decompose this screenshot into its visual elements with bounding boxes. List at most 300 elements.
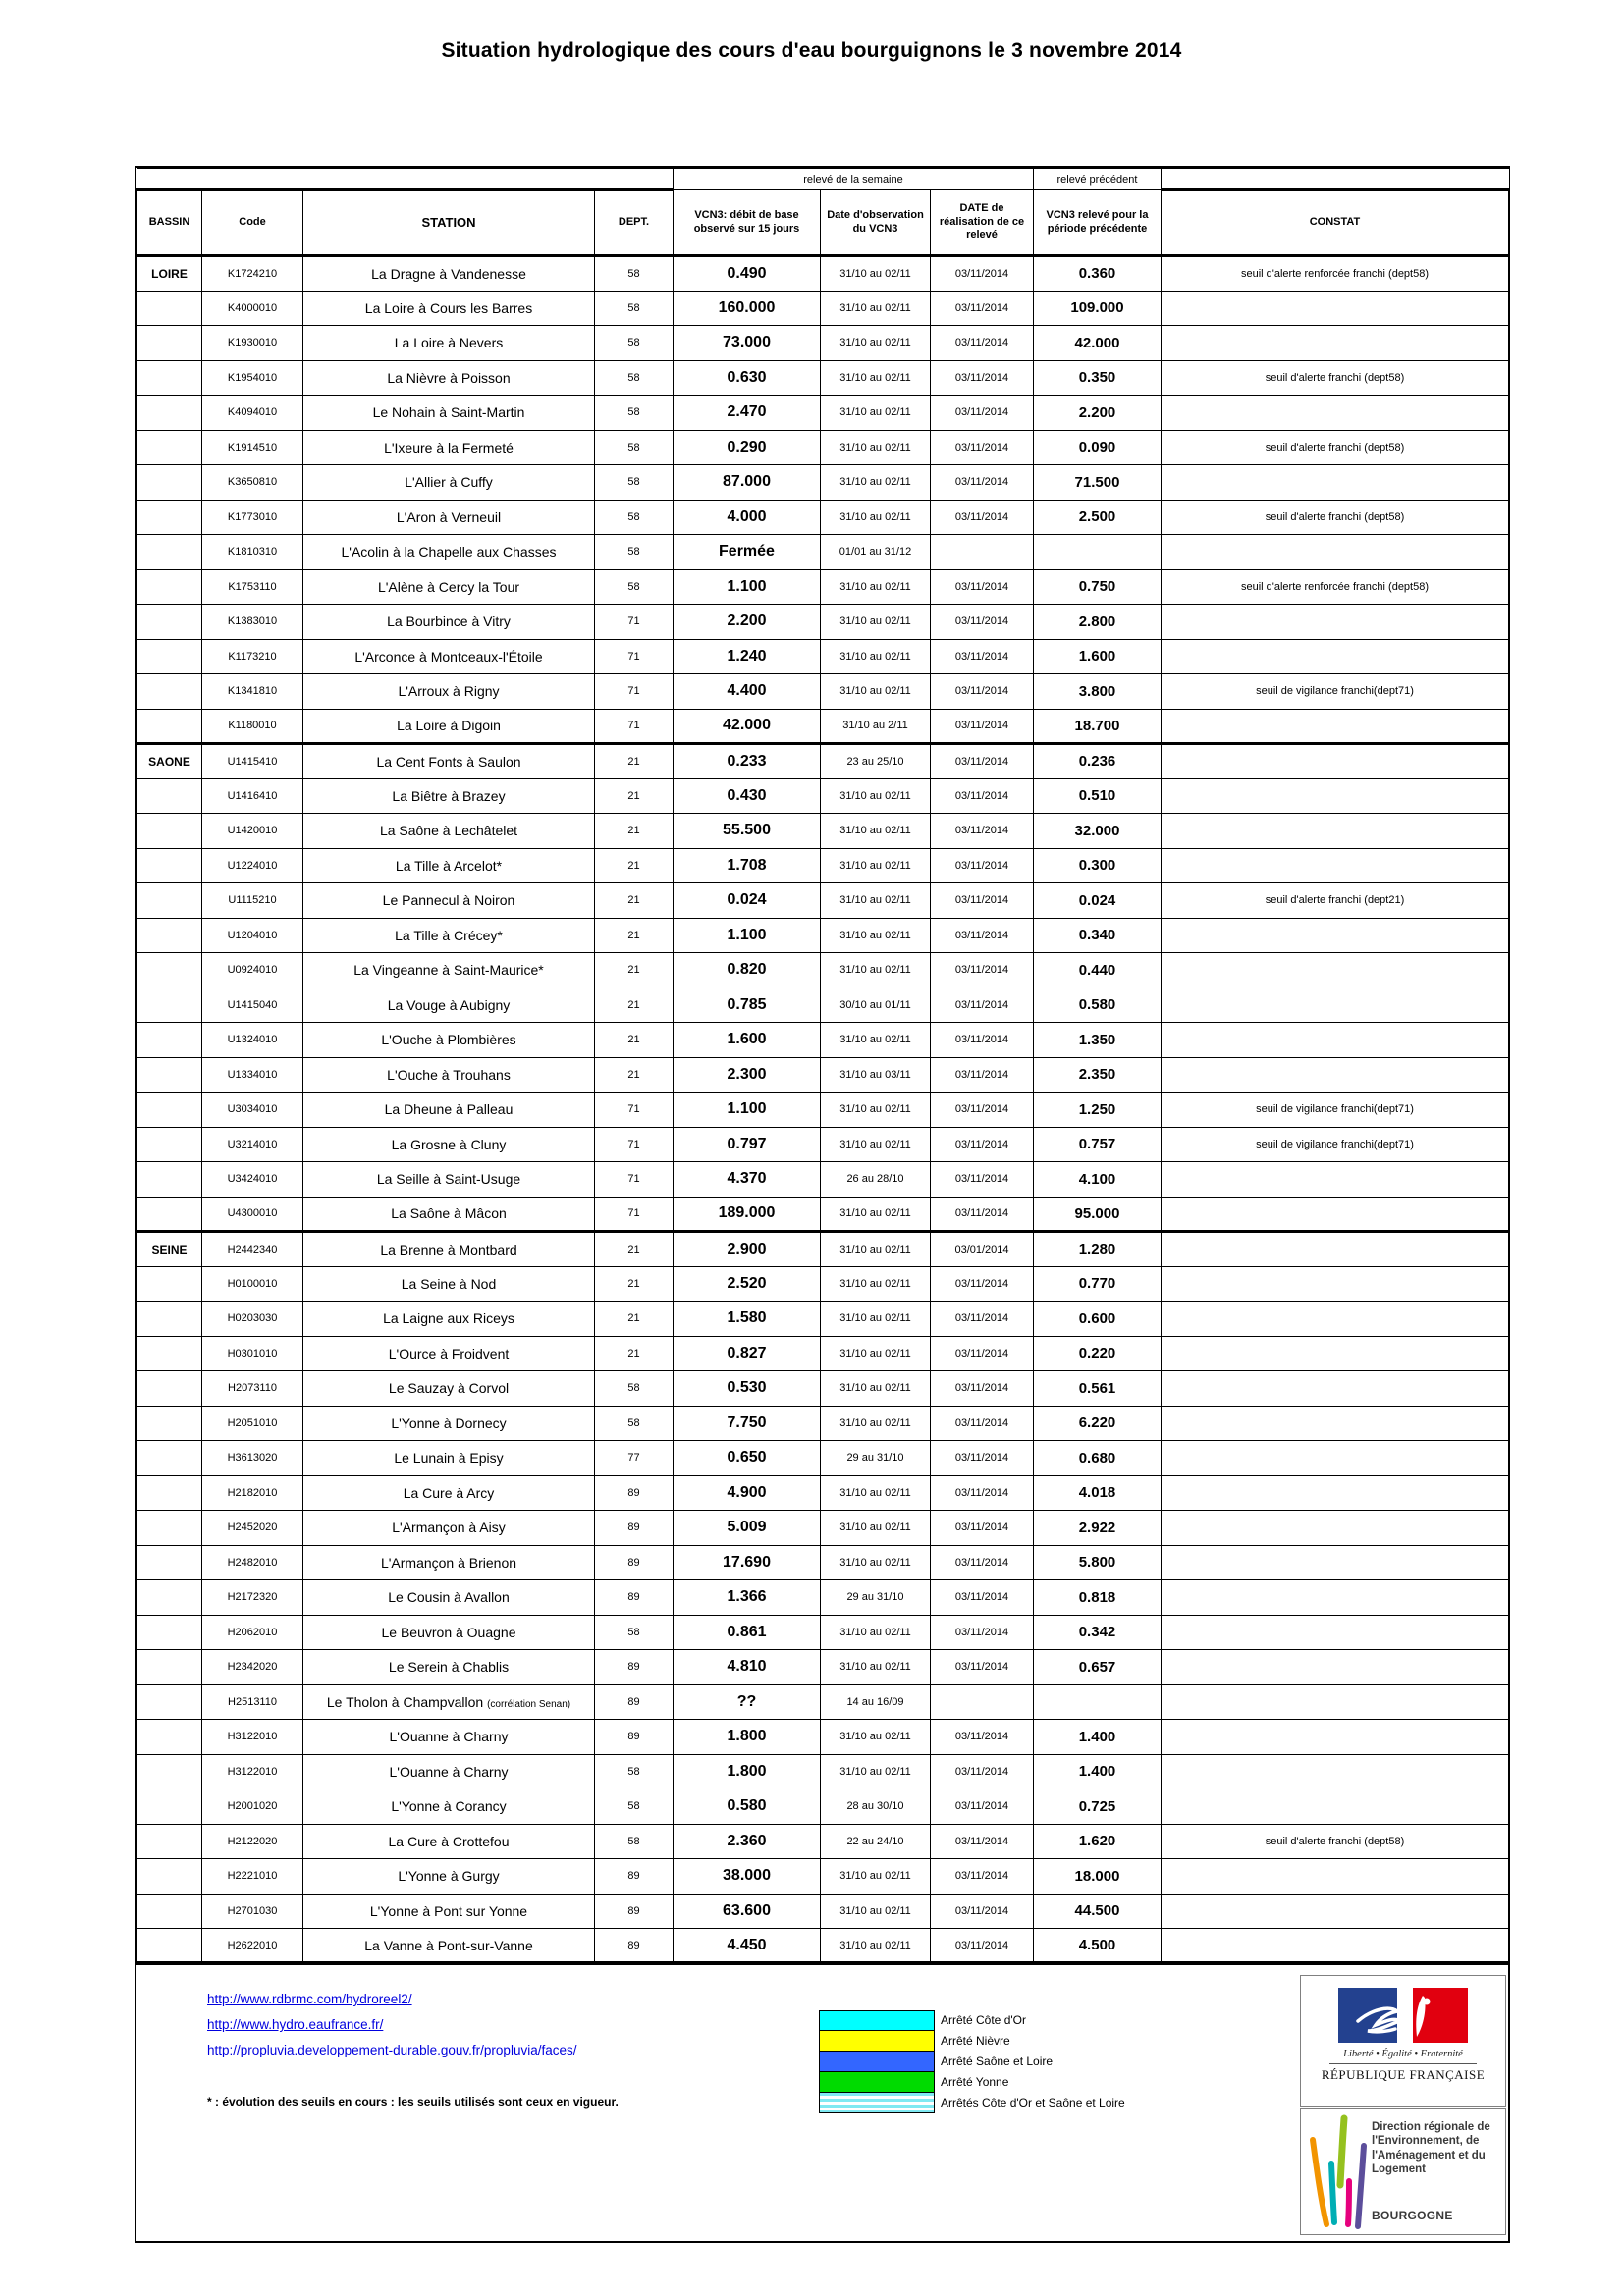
logos <box>1300 1975 1506 2235</box>
cell-releve-date: 03/11/2014 <box>931 709 1034 744</box>
cell-constat <box>1162 1545 1509 1580</box>
cell-vcn3-precedent: 0.600 <box>1034 1302 1162 1337</box>
cell-releve-date: 03/11/2014 <box>931 326 1034 361</box>
cell-bassin <box>137 396 202 431</box>
cell-obs-date: 31/10 au 02/11 <box>821 1615 931 1650</box>
cell-obs-date: 31/10 au 02/11 <box>821 1545 931 1580</box>
cell-code: H2701030 <box>202 1894 303 1929</box>
cell-code: U1204010 <box>202 918 303 953</box>
cell-code: K1180010 <box>202 709 303 744</box>
table-row <box>137 814 1509 849</box>
cell-obs-date: 31/10 au 02/11 <box>821 1475 931 1511</box>
cell-obs-date: 31/10 au 2/11 <box>821 709 931 744</box>
cell-vcn3: 0.650 <box>674 1441 821 1476</box>
cell-vcn3: 7.750 <box>674 1406 821 1441</box>
cell-releve-date: 03/11/2014 <box>931 1023 1034 1058</box>
cell-dept: 71 <box>595 1162 674 1198</box>
table-row <box>137 918 1509 953</box>
cell-station: La Biêtre à Brazey <box>303 778 595 814</box>
cell-releve-date: 03/11/2014 <box>931 1441 1034 1476</box>
cell-code: U4300010 <box>202 1197 303 1232</box>
legend-swatch <box>819 2072 935 2093</box>
cell-constat <box>1162 1057 1509 1093</box>
cell-vcn3-precedent <box>1034 1684 1162 1720</box>
cell-vcn3: 2.520 <box>674 1266 821 1302</box>
cell-constat <box>1162 953 1509 988</box>
cell-bassin <box>137 639 202 674</box>
cell-code: H2342020 <box>202 1650 303 1685</box>
table-row <box>137 953 1509 988</box>
cell-dept: 58 <box>595 569 674 605</box>
cell-obs-date: 31/10 au 02/11 <box>821 500 931 535</box>
cell-constat <box>1162 605 1509 640</box>
cell-dept: 71 <box>595 1093 674 1128</box>
cell-obs-date: 31/10 au 02/11 <box>821 1859 931 1895</box>
cell-dept: 21 <box>595 918 674 953</box>
cell-code: H2051010 <box>202 1406 303 1441</box>
cell-bassin <box>137 1894 202 1929</box>
cell-bassin <box>137 1406 202 1441</box>
cell-obs-date: 31/10 au 02/11 <box>821 326 931 361</box>
cell-releve-date: 03/11/2014 <box>931 778 1034 814</box>
cell-dept: 58 <box>595 430 674 465</box>
header-constat: CONSTAT <box>1162 190 1509 256</box>
table-row <box>137 1824 1509 1859</box>
cell-bassin <box>137 848 202 883</box>
cell-bassin <box>137 1127 202 1162</box>
table-row <box>137 1162 1509 1198</box>
cell-dept: 58 <box>595 256 674 292</box>
cell-releve-date: 03/11/2014 <box>931 1093 1034 1128</box>
cell-bassin <box>137 1859 202 1895</box>
cell-constat: seuil d'alerte franchi (dept21) <box>1162 883 1509 919</box>
cell-vcn3-precedent: 0.340 <box>1034 918 1162 953</box>
dreal-strokes-icon <box>1305 2112 1372 2230</box>
cell-vcn3: 38.000 <box>674 1859 821 1895</box>
cell-constat <box>1162 639 1509 674</box>
cell-vcn3-precedent: 0.680 <box>1034 1441 1162 1476</box>
legend-label: Arrêté Nièvre <box>941 2034 1010 2048</box>
cell-station: La Tille à Arcelot* <box>303 848 595 883</box>
cell-obs-date: 29 au 31/10 <box>821 1441 931 1476</box>
cell-vcn3-precedent: 0.657 <box>1034 1650 1162 1685</box>
cell-dept: 58 <box>595 1371 674 1407</box>
cell-obs-date: 26 au 28/10 <box>821 1162 931 1198</box>
cell-releve-date: 03/01/2014 <box>931 1232 1034 1267</box>
cell-vcn3: Fermée <box>674 535 821 570</box>
cell-vcn3: 4.000 <box>674 500 821 535</box>
cell-constat <box>1162 988 1509 1023</box>
header-dept: DEPT. <box>595 190 674 256</box>
page-title: Situation hydrologique des cours d'eau bourguignons le 3 novembre 2014 <box>441 39 1182 62</box>
cell-vcn3-precedent: 2.500 <box>1034 500 1162 535</box>
cell-code: H2482010 <box>202 1545 303 1580</box>
cell-obs-date: 31/10 au 02/11 <box>821 1093 931 1128</box>
cell-code: U1324010 <box>202 1023 303 1058</box>
cell-dept: 21 <box>595 1057 674 1093</box>
cell-releve-date: 03/11/2014 <box>931 1266 1034 1302</box>
table-row <box>137 1371 1509 1407</box>
cell-constat: seuil de vigilance franchi(dept71) <box>1162 1093 1509 1128</box>
cell-bassin <box>137 291 202 326</box>
cell-code: U3034010 <box>202 1093 303 1128</box>
cell-vcn3: 2.200 <box>674 605 821 640</box>
cell-bassin <box>137 569 202 605</box>
cell-dept: 89 <box>595 1650 674 1685</box>
table-row <box>137 1441 1509 1476</box>
cell-constat <box>1162 1302 1509 1337</box>
cell-obs-date: 31/10 au 02/11 <box>821 883 931 919</box>
cell-vcn3: ?? <box>674 1684 821 1720</box>
cell-bassin <box>137 326 202 361</box>
cell-station: Le Cousin à Avallon <box>303 1580 595 1616</box>
cell-vcn3: 0.797 <box>674 1127 821 1162</box>
cell-bassin <box>137 1302 202 1337</box>
cell-constat: seuil de vigilance franchi(dept71) <box>1162 674 1509 710</box>
cell-releve-date <box>931 535 1034 570</box>
legend-swatch <box>819 2093 935 2113</box>
cell-constat: seuil d'alerte franchi (dept58) <box>1162 1824 1509 1859</box>
cell-code: U3214010 <box>202 1127 303 1162</box>
cell-releve-date: 03/11/2014 <box>931 1162 1034 1198</box>
cell-constat <box>1162 1580 1509 1616</box>
rf-rule <box>1329 2063 1477 2064</box>
cell-station: La Vanne à Pont-sur-Vanne <box>303 1929 595 1964</box>
cell-station: Le Pannecul à Noiron <box>303 883 595 919</box>
cell-code: H2172320 <box>202 1580 303 1616</box>
table-row <box>137 396 1509 431</box>
station-suffix: (corrélation Senan) <box>487 1698 571 1710</box>
cell-releve-date: 03/11/2014 <box>931 1545 1034 1580</box>
cell-vcn3-precedent: 0.350 <box>1034 360 1162 396</box>
cell-vcn3-precedent: 18.700 <box>1034 709 1162 744</box>
cell-constat <box>1162 1266 1509 1302</box>
cell-constat <box>1162 1650 1509 1685</box>
cell-bassin <box>137 918 202 953</box>
table-row <box>137 1684 1509 1720</box>
cell-code: U1415410 <box>202 744 303 779</box>
cell-releve-date: 03/11/2014 <box>931 1615 1034 1650</box>
table-row <box>137 1720 1509 1755</box>
cell-vcn3-precedent: 1.400 <box>1034 1754 1162 1789</box>
cell-station: L'Ouanne à Charny <box>303 1754 595 1789</box>
cell-obs-date: 23 au 25/10 <box>821 744 931 779</box>
cell-obs-date: 31/10 au 02/11 <box>821 396 931 431</box>
cell-vcn3: 1.240 <box>674 639 821 674</box>
cell-vcn3-precedent: 0.561 <box>1034 1371 1162 1407</box>
cell-releve-date: 03/11/2014 <box>931 1371 1034 1407</box>
cell-vcn3: 4.900 <box>674 1475 821 1511</box>
cell-station: L'Ixeure à la Fermeté <box>303 430 595 465</box>
cell-vcn3: 1.366 <box>674 1580 821 1616</box>
cell-vcn3-precedent: 0.024 <box>1034 883 1162 919</box>
band-row <box>137 169 1509 190</box>
cell-bassin <box>137 1545 202 1580</box>
cell-constat <box>1162 778 1509 814</box>
cell-code: H2182010 <box>202 1475 303 1511</box>
cell-dept: 21 <box>595 883 674 919</box>
cell-bassin <box>137 814 202 849</box>
cell-dept: 89 <box>595 1511 674 1546</box>
cell-vcn3-precedent: 0.440 <box>1034 953 1162 988</box>
cell-code: K1914510 <box>202 430 303 465</box>
cell-vcn3-precedent: 4.500 <box>1034 1929 1162 1964</box>
footer-link[interactable]: http://www.hydro.eaufrance.fr/ <box>207 2017 384 2032</box>
table-row <box>137 1057 1509 1093</box>
cell-dept: 58 <box>595 535 674 570</box>
table-row <box>137 639 1509 674</box>
cell-station: L'Ource à Froidvent <box>303 1336 595 1371</box>
cell-releve-date: 03/11/2014 <box>931 1650 1034 1685</box>
cell-code: H2452020 <box>202 1511 303 1546</box>
cell-vcn3-precedent: 5.800 <box>1034 1545 1162 1580</box>
cell-bassin <box>137 1720 202 1755</box>
cell-vcn3: 0.820 <box>674 953 821 988</box>
legend <box>819 2010 1125 2113</box>
cell-constat <box>1162 291 1509 326</box>
cell-station: La Loire à Digoin <box>303 709 595 744</box>
cell-dept: 21 <box>595 988 674 1023</box>
cell-vcn3: 5.009 <box>674 1511 821 1546</box>
cell-dept: 58 <box>595 396 674 431</box>
header-vcn3-precedent: VCN3 relevé pour la période précédente <box>1034 190 1162 256</box>
cell-vcn3: 1.800 <box>674 1720 821 1755</box>
cell-code: K3650810 <box>202 465 303 501</box>
header-row <box>137 190 1509 256</box>
header-vcn3: VCN3: débit de base observé sur 15 jours <box>674 190 821 256</box>
cell-obs-date: 31/10 au 02/11 <box>821 1929 931 1964</box>
cell-code: H3613020 <box>202 1441 303 1476</box>
cell-vcn3-precedent: 0.580 <box>1034 988 1162 1023</box>
cell-code: H0301010 <box>202 1336 303 1371</box>
cell-station: L'Aron à Verneuil <box>303 500 595 535</box>
cell-obs-date: 31/10 au 02/11 <box>821 848 931 883</box>
cell-bassin <box>137 1754 202 1789</box>
cell-constat: seuil de vigilance franchi(dept71) <box>1162 1127 1509 1162</box>
cell-constat <box>1162 326 1509 361</box>
cell-constat <box>1162 535 1509 570</box>
cell-constat <box>1162 396 1509 431</box>
cell-bassin <box>137 1650 202 1685</box>
cell-bassin <box>137 1023 202 1058</box>
cell-bassin <box>137 883 202 919</box>
cell-obs-date: 01/01 au 31/12 <box>821 535 931 570</box>
cell-code: H2442340 <box>202 1232 303 1267</box>
cell-vcn3: 1.100 <box>674 918 821 953</box>
table-row <box>137 988 1509 1023</box>
hydrology-table <box>136 168 1509 1965</box>
cell-obs-date: 31/10 au 02/11 <box>821 360 931 396</box>
cell-vcn3-precedent <box>1034 535 1162 570</box>
cell-obs-date: 29 au 31/10 <box>821 1580 931 1616</box>
header-bassin: BASSIN <box>137 190 202 256</box>
cell-code: H3122010 <box>202 1720 303 1755</box>
cell-code: K1341810 <box>202 674 303 710</box>
cell-code: H0100010 <box>202 1266 303 1302</box>
table-row <box>137 1093 1509 1128</box>
cell-station: La Loire à Cours les Barres <box>303 291 595 326</box>
cell-vcn3-precedent: 0.236 <box>1034 744 1162 779</box>
cell-constat <box>1162 709 1509 744</box>
cell-dept: 21 <box>595 848 674 883</box>
cell-bassin <box>137 1162 202 1198</box>
cell-constat <box>1162 1929 1509 1964</box>
table-row <box>137 744 1509 779</box>
cell-releve-date: 03/11/2014 <box>931 848 1034 883</box>
cell-code: H2622010 <box>202 1929 303 1964</box>
cell-code: K4000010 <box>202 291 303 326</box>
cell-station: La Tille à Crécey* <box>303 918 595 953</box>
table-row <box>137 674 1509 710</box>
legend-label: Arrêté Yonne <box>941 2075 1009 2089</box>
cell-constat <box>1162 1441 1509 1476</box>
cell-station: Le Serein à Chablis <box>303 1650 595 1685</box>
header-station: STATION <box>303 190 595 256</box>
table-row <box>137 605 1509 640</box>
cell-vcn3-precedent: 4.018 <box>1034 1475 1162 1511</box>
cell-vcn3-precedent: 71.500 <box>1034 465 1162 501</box>
legend-item <box>819 2031 1125 2052</box>
cell-vcn3: 0.290 <box>674 430 821 465</box>
cell-dept: 21 <box>595 1023 674 1058</box>
cell-bassin <box>137 1336 202 1371</box>
cell-vcn3-precedent: 1.400 <box>1034 1720 1162 1755</box>
cell-obs-date: 31/10 au 02/11 <box>821 1650 931 1685</box>
cell-obs-date: 31/10 au 02/11 <box>821 918 931 953</box>
table-row <box>137 883 1509 919</box>
cell-vcn3: 2.300 <box>674 1057 821 1093</box>
cell-vcn3-precedent: 0.757 <box>1034 1127 1162 1162</box>
report-sheet <box>135 166 1510 2243</box>
cell-bassin <box>137 778 202 814</box>
cell-vcn3-precedent: 44.500 <box>1034 1894 1162 1929</box>
footer-link[interactable]: http://propluvia.developpement-durable.gouv.fr/propluvia/faces/ <box>207 2043 577 2057</box>
cell-bassin <box>137 535 202 570</box>
rf-name: RÉPUBLIQUE FRANÇAISE <box>1321 2067 1486 2082</box>
cell-station: La Nièvre à Poisson <box>303 360 595 396</box>
band-previous: relevé précédent <box>1034 169 1162 190</box>
table-row <box>137 256 1509 292</box>
cell-dept: 89 <box>595 1720 674 1755</box>
cell-bassin <box>137 1615 202 1650</box>
legend-swatch <box>819 2052 935 2072</box>
table-row <box>137 848 1509 883</box>
cell-obs-date: 22 au 24/10 <box>821 1824 931 1859</box>
cell-dept: 58 <box>595 360 674 396</box>
table-row <box>137 1894 1509 1929</box>
cell-releve-date: 03/11/2014 <box>931 360 1034 396</box>
cell-releve-date: 03/11/2014 <box>931 1406 1034 1441</box>
cell-obs-date: 31/10 au 02/11 <box>821 639 931 674</box>
cell-vcn3: 2.360 <box>674 1824 821 1859</box>
cell-dept: 89 <box>595 1684 674 1720</box>
table-row <box>137 1232 1509 1267</box>
cell-vcn3-precedent: 3.800 <box>1034 674 1162 710</box>
cell-releve-date: 03/11/2014 <box>931 1302 1034 1337</box>
rf-motto: Liberté • Égalité • Fraternité <box>1343 2049 1463 2059</box>
cell-dept: 71 <box>595 1127 674 1162</box>
cell-station: La Brenne à Montbard <box>303 1232 595 1267</box>
cell-bassin: SEINE <box>137 1232 202 1267</box>
cell-vcn3-precedent: 2.350 <box>1034 1057 1162 1093</box>
cell-dept: 21 <box>595 814 674 849</box>
cell-constat <box>1162 918 1509 953</box>
cell-station: La Vingeanne à Saint-Maurice* <box>303 953 595 988</box>
cell-obs-date: 31/10 au 02/11 <box>821 814 931 849</box>
cell-bassin <box>137 500 202 535</box>
cell-dept: 58 <box>595 291 674 326</box>
table-row <box>137 1406 1509 1441</box>
table-row <box>137 535 1509 570</box>
cell-constat <box>1162 1684 1509 1720</box>
cell-constat <box>1162 1754 1509 1789</box>
legend-label: Arrêté Saône et Loire <box>941 2055 1054 2068</box>
cell-code: U1115210 <box>202 883 303 919</box>
cell-vcn3-precedent: 1.600 <box>1034 639 1162 674</box>
cell-dept: 58 <box>595 1754 674 1789</box>
cell-obs-date: 31/10 au 02/11 <box>821 1127 931 1162</box>
cell-dept: 89 <box>595 1859 674 1895</box>
cell-obs-date: 14 au 16/09 <box>821 1684 931 1720</box>
cell-releve-date: 03/11/2014 <box>931 639 1034 674</box>
cell-releve-date: 03/11/2014 <box>931 1057 1034 1093</box>
cell-vcn3: 0.233 <box>674 744 821 779</box>
cell-code: K1383010 <box>202 605 303 640</box>
cell-station: L'Yonne à Dornecy <box>303 1406 595 1441</box>
cell-obs-date: 31/10 au 02/11 <box>821 605 931 640</box>
footer-link[interactable]: http://www.rdbrmc.com/hydroreel2/ <box>207 1992 412 2006</box>
cell-station: Le Nohain à Saint-Martin <box>303 396 595 431</box>
cell-code: H2221010 <box>202 1859 303 1895</box>
cell-code: K4094010 <box>202 396 303 431</box>
link-list <box>207 1987 576 2063</box>
cell-obs-date: 31/10 au 02/11 <box>821 291 931 326</box>
cell-obs-date: 31/10 au 02/11 <box>821 256 931 292</box>
cell-vcn3: 160.000 <box>674 291 821 326</box>
cell-constat <box>1162 1720 1509 1755</box>
cell-releve-date: 03/11/2014 <box>931 883 1034 919</box>
cell-releve-date: 03/11/2014 <box>931 1580 1034 1616</box>
band-empty-right <box>1162 169 1509 190</box>
cell-bassin <box>137 1266 202 1302</box>
cell-dept: 58 <box>595 1824 674 1859</box>
cell-releve-date: 03/11/2014 <box>931 1929 1034 1964</box>
table-row <box>137 1929 1509 1964</box>
cell-obs-date: 30/10 au 01/11 <box>821 988 931 1023</box>
cell-dept: 58 <box>595 1789 674 1825</box>
cell-code: H3122010 <box>202 1754 303 1789</box>
cell-bassin <box>137 988 202 1023</box>
cell-constat <box>1162 1789 1509 1825</box>
dreal-region: BOURGOGNE <box>1372 2209 1453 2222</box>
cell-vcn3: 0.024 <box>674 883 821 919</box>
header-date-observation: Date d'observation du VCN3 <box>821 190 931 256</box>
cell-vcn3-precedent: 0.750 <box>1034 569 1162 605</box>
cell-vcn3-precedent: 1.620 <box>1034 1824 1162 1859</box>
cell-releve-date <box>931 1684 1034 1720</box>
cell-releve-date: 03/11/2014 <box>931 918 1034 953</box>
cell-obs-date: 31/10 au 02/11 <box>821 1511 931 1546</box>
cell-constat <box>1162 1859 1509 1895</box>
cell-releve-date: 03/11/2014 <box>931 430 1034 465</box>
legend-swatch <box>819 2031 935 2052</box>
cell-releve-date: 03/11/2014 <box>931 1824 1034 1859</box>
cell-vcn3: 4.400 <box>674 674 821 710</box>
cell-station: La Saône à Lechâtelet <box>303 814 595 849</box>
cell-vcn3: 4.370 <box>674 1162 821 1198</box>
cell-bassin <box>137 360 202 396</box>
cell-constat <box>1162 1023 1509 1058</box>
